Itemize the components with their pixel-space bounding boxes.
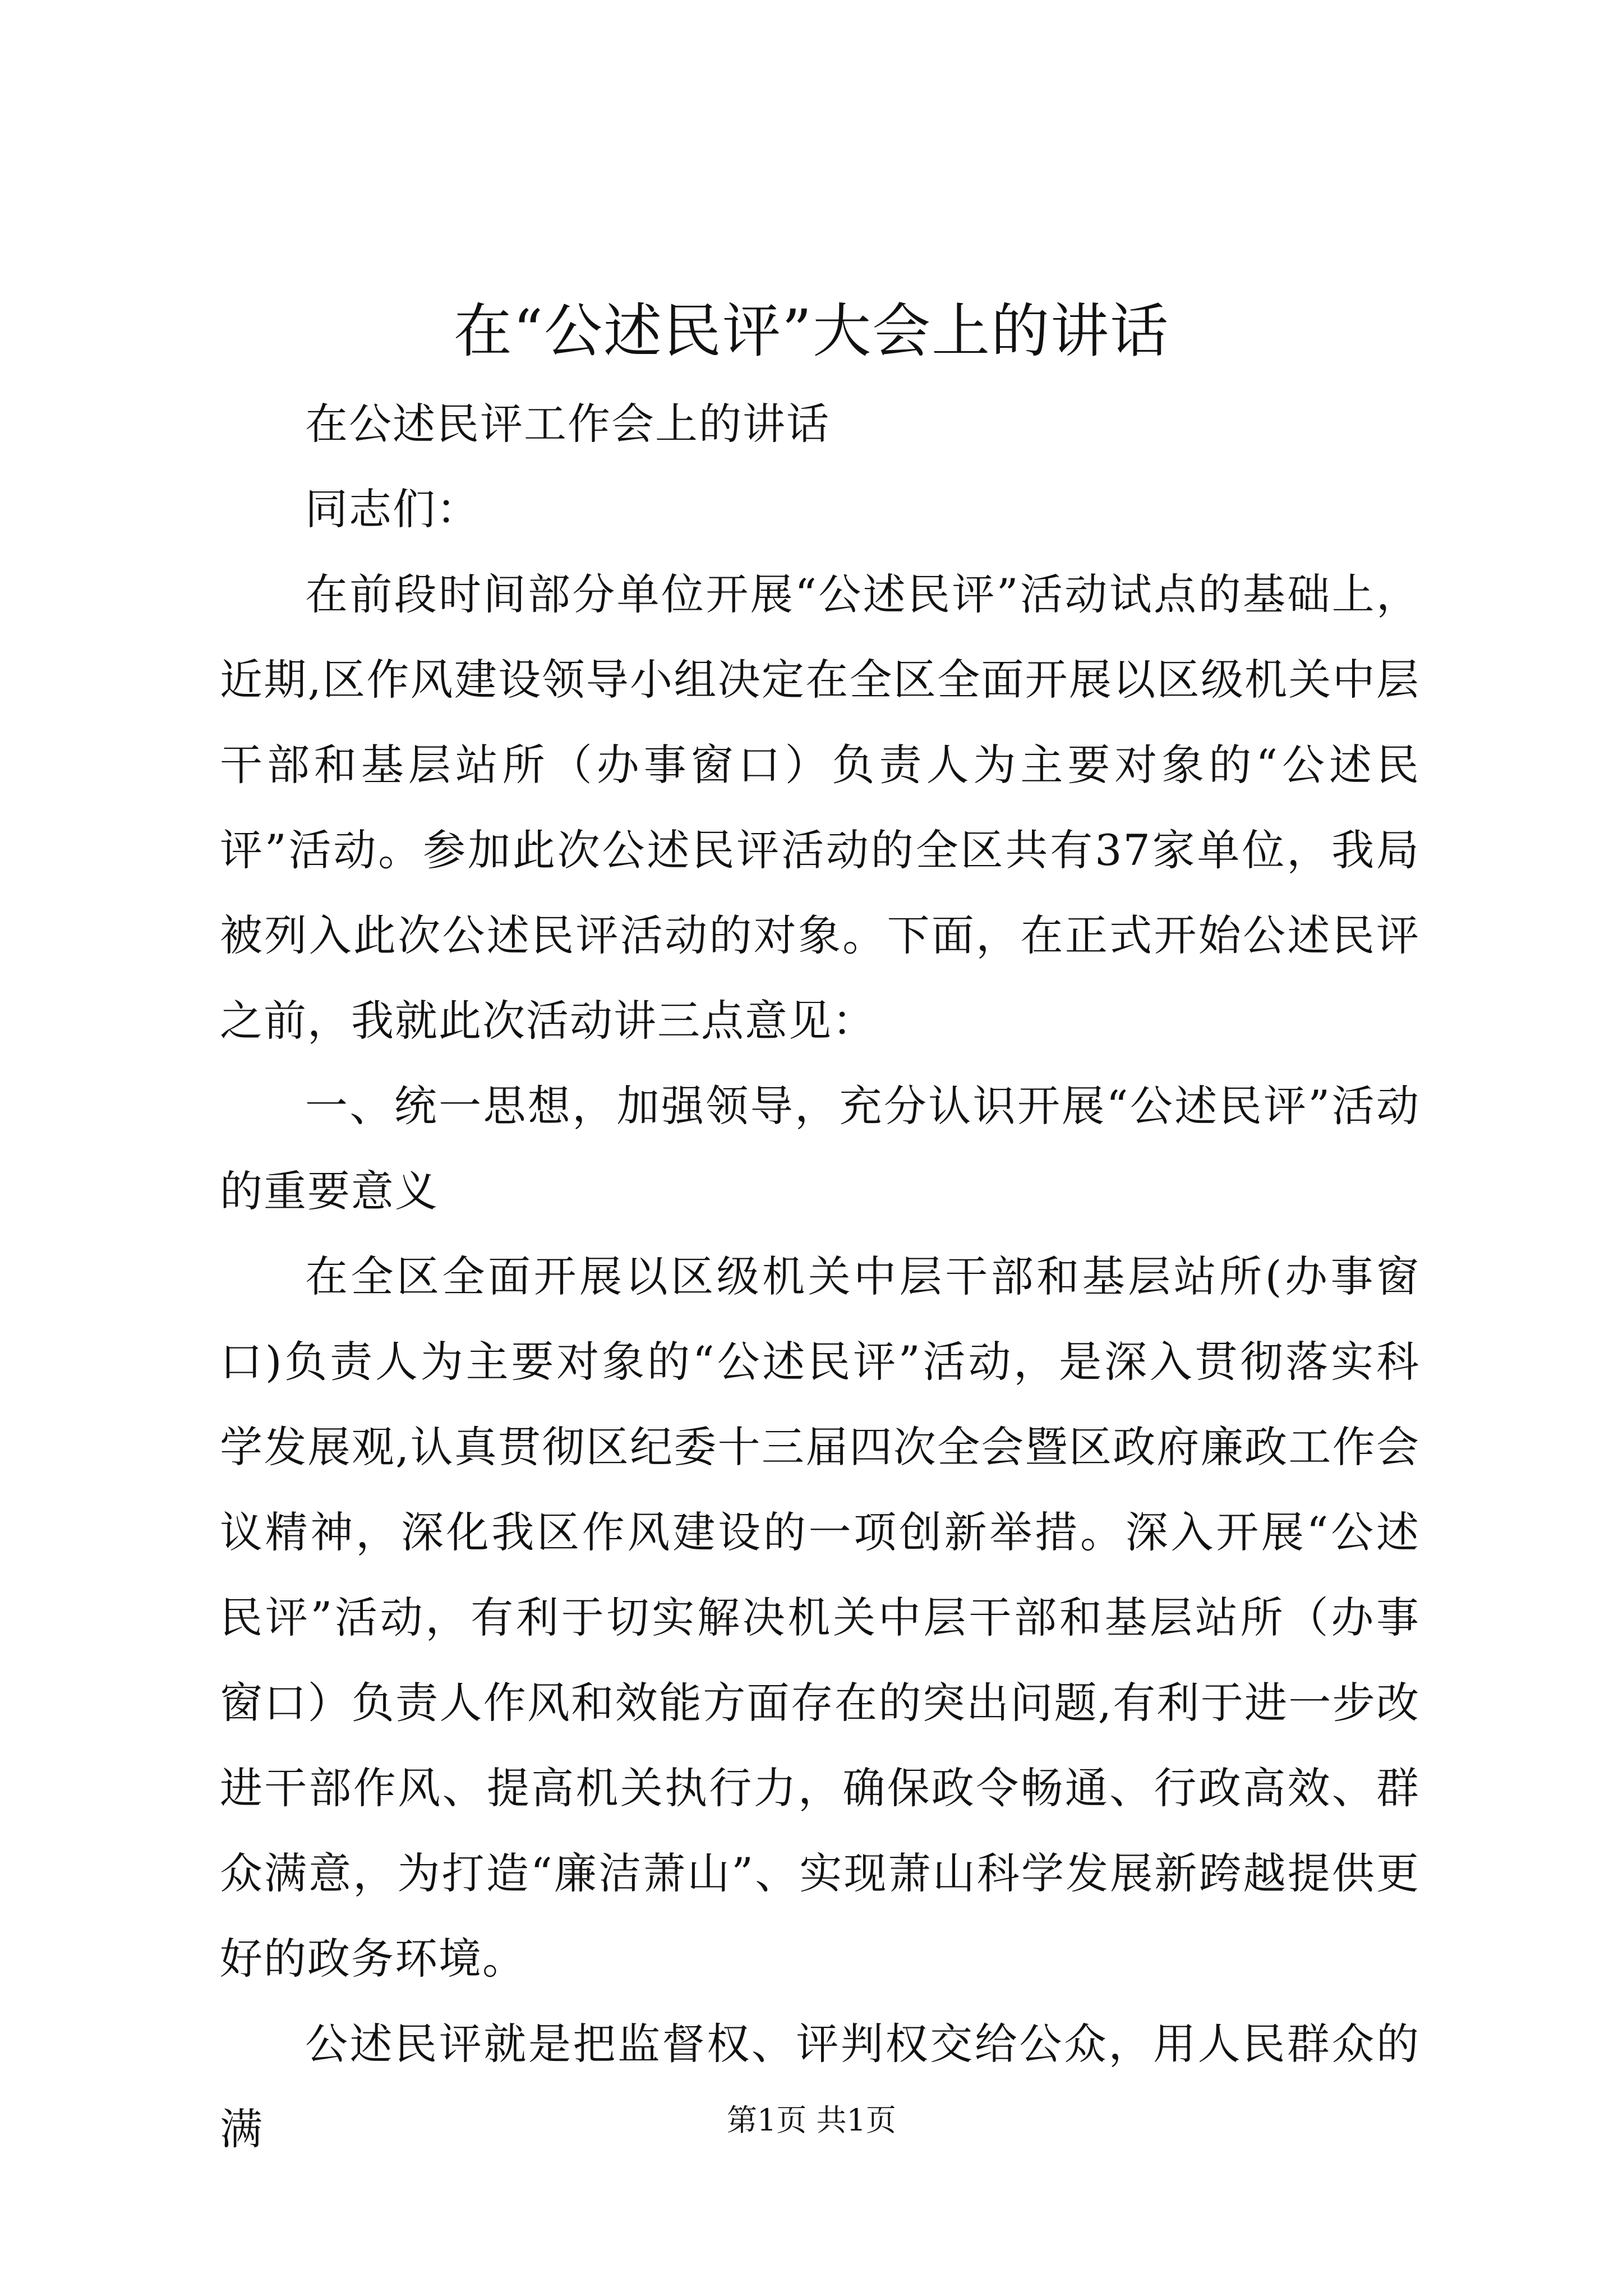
body-paragraph: 在全区全面开展以区级机关中层干部和基层站所(办事窗口)负责人为主要对象的“公述民评”活动，是深入贯彻落实科学发展观,认真贯彻区纪委十三届四次全会暨区政府廉政工作会议精神，深化我区作风建设的一项创新举措。深入开展“公述民评”活动，有利于切实解决机关中层干部和基层站所（办事窗口）负责人作风和效能方面存在的突出问题,有利于进一步改进干部作风、提高机关执行力，确保政令畅通、行政高效、群众满意，为打造“廉洁萧山”、实现萧山科学发展新跨越提供更好的政务环境。 (220, 1251, 1420, 1984)
document-title: 在“公述民评”大会上的讲话 (453, 297, 1170, 365)
subtitle-paragraph: 在公述民评工作会上的讲话 (305, 399, 830, 449)
page-footer: 第1页 共1页 (727, 2102, 896, 2138)
salutation-paragraph: 同志们： (305, 484, 480, 534)
intro-paragraph: 在前段时间部分单位开展“公述民评”活动试点的基础上，近期,区作风建设领导小组决定在全区全面开展以区级机关中层干部和基层站所（办事窗口）负责人为主要对象的“公述民评”活动。参加此次公述民评活动的全区共有37家单位，我局被列入此次公述民评活动的对象。下面，在正式开始公述民评之前，我就此次活动讲三点意见： (220, 569, 1420, 1046)
document-body (220, 381, 1420, 2172)
section-heading-1: 一、统一思想，加强领导，充分认识开展“公述民评”活动的重要意义 (220, 1081, 1420, 1216)
body-paragraph: 公述民评就是把监督权、评判权交给公众，用人民群众的满 (220, 2019, 1420, 2154)
